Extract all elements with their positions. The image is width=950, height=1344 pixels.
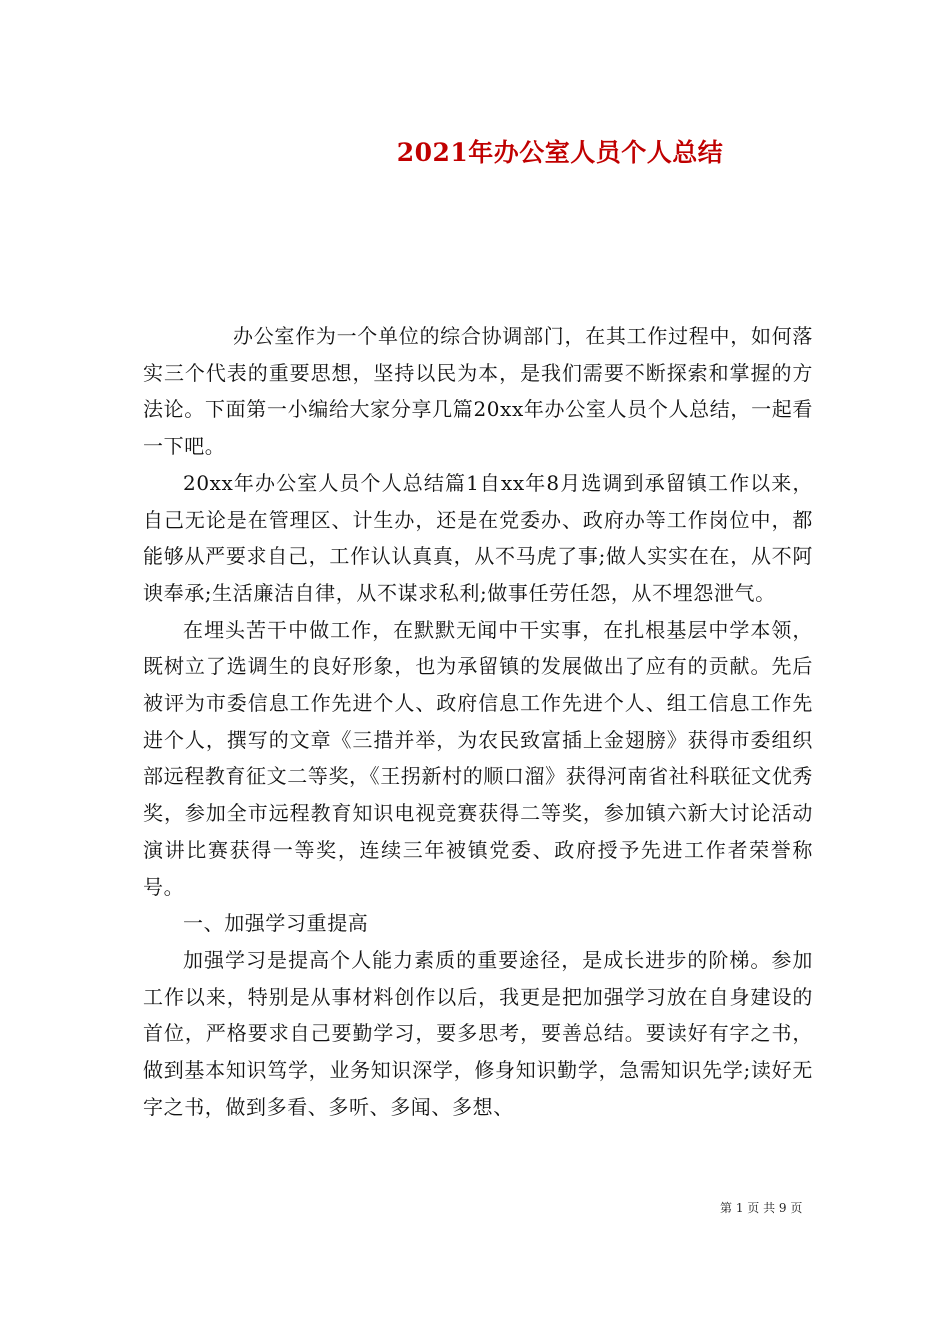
document-body [143,318,813,1125]
paragraph-2: 在埋头苦干中做工作，在默默无闻中干实事，在扎根基层中学本领，既树立了选调生的良好形象，也为承留镇的发展做出了应有的贡献。先后被评为市委信息工作先进个人、政府信息工作先进个人、组工信息工作先进个人，撰写的文章《三措并举，为农民致富插上金翅膀》获得市委组织部远程教育征文二等奖，《王拐新村的顺口溜》获得河南省社科联征文优秀奖，参加全市远程教育知识电视竞赛获得二等奖，参加镇六新大讨论活动演讲比赛获得一等奖，连续三年被镇党委、政府授予先进工作者荣誉称号。 [143,617,813,899]
page-number: 第 1 页 共 9 页 [720,1201,803,1215]
paragraph-3: 加强学习是提高个人能力素质的重要途径，是成长进步的阶梯。参加工作以来，特别是从事材料创作以后，我更是把加强学习放在自身建设的首位，严格要求自己要勤学习，要多思考，要善总结。要读好有字之书，做到基本知识笃学，业务知识深学，修身知识勤学，急需知识先学;读好无字之书，做到多看、多听、多闻、多想、 [143,947,813,1119]
document-title-row [0,133,950,169]
section-heading: 一、加强学习重提高 [183,911,369,936]
paragraph-intro: 办公室作为一个单位的综合协调部门，在其工作过程中，如何落实三个代表的重要思想，坚持以民为本，是我们需要不断探索和掌握的方法论。下面第一小编给大家分享几篇20xx年办公室人员个人总结，一起看一下吧。 [143,324,813,459]
paragraph-1: 20xx年办公室人员个人总结篇1自xx年8月选调到承留镇工作以来，自己无论是在管理区、计生办，还是在党委办、政府办等工作岗位中，都能够从严要求自己，工作认认真真，从不马虎了事;做人实实在在，从不阿谀奉承;生活廉洁自律，从不谋求私利;做事任劳任怨，从不埋怨泄气。 [143,470,813,605]
document-title: 2021年办公室人员个人总结 [396,138,724,167]
